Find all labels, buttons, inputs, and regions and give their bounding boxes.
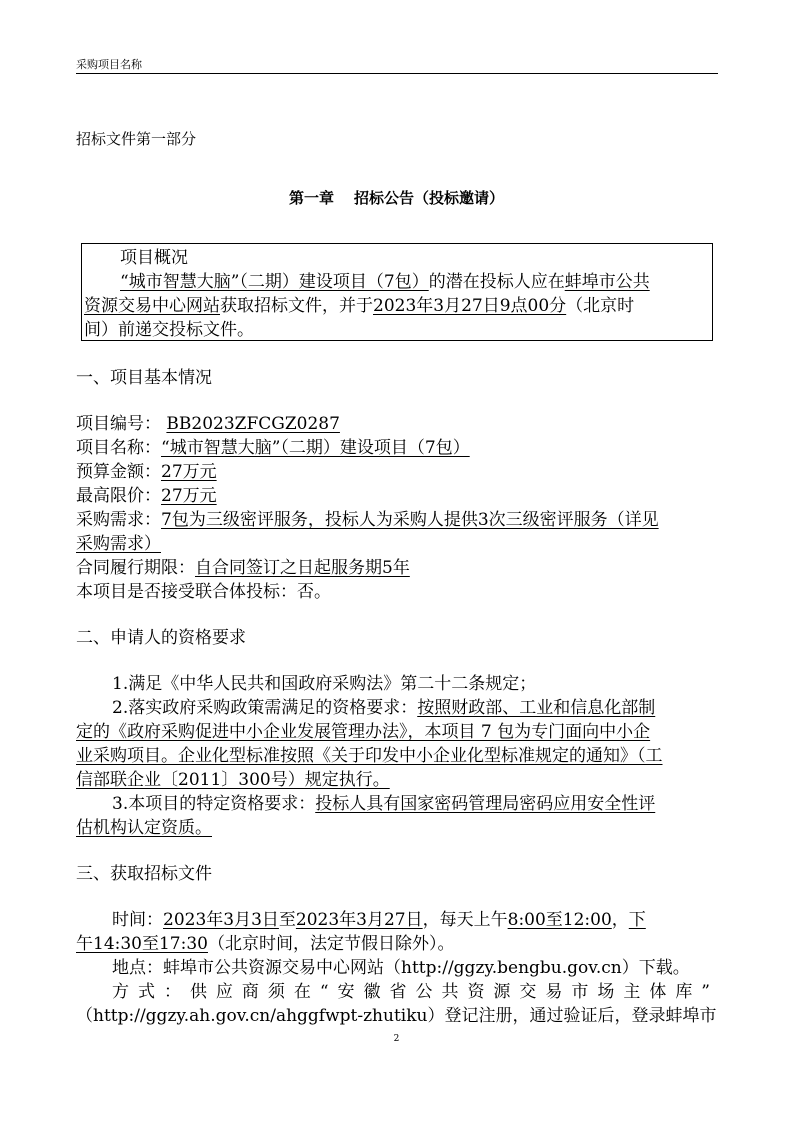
- end-date: 2023年3月27日: [295, 910, 423, 930]
- qualification-item-3-line-2: [76, 816, 212, 840]
- afternoon-hours: 下: [628, 910, 646, 930]
- project-name-row: [76, 436, 470, 460]
- demand-value: 7包为三级密评服务，投标人为采购人提供3次三级密评服务（详见: [161, 510, 659, 530]
- method-row: 方式：供应商须在“安徽省公共资源交易市场主体库”: [112, 982, 710, 1002]
- overview-text: 的潜在投标人应在: [428, 272, 565, 292]
- item-underlined: 估机构认定资质。: [76, 818, 212, 838]
- overview-line-2: [84, 294, 634, 318]
- label: 项目名称：: [76, 438, 161, 458]
- overview-text: 获取招标文件，并于: [220, 296, 373, 316]
- item-underlined: 定的《政府采购促进中小企业发展管理办法》，本项目 7 包为专门面向中小企: [76, 722, 651, 742]
- qualification-item-2-line-2: [76, 720, 650, 744]
- project-code-value: BB2023ZFCGZ0287: [166, 414, 340, 434]
- label: 项目编号：: [76, 414, 161, 434]
- item-underlined: 投标人具有国家密码管理局密码应用安全性评: [315, 794, 656, 814]
- place-row: 地点：蚌埠市公共资源交易中心网站（http://ggzy.bengbu.gov.cn）下载。: [112, 958, 690, 978]
- section3-heading: 三、获取招标文件: [76, 864, 212, 884]
- start-date: 2023年3月3日: [163, 910, 279, 930]
- qualification-item-2: [112, 696, 655, 720]
- chapter-heading: [0, 187, 793, 208]
- item-underlined: 信部联企业〔2011〕300号）规定执行。: [76, 770, 390, 790]
- item-text: 2.落实政府采购政策需满足的资格要求：: [112, 698, 418, 718]
- part-title: 招标文件第一部分: [76, 130, 197, 148]
- project-name-value: “城市智慧大脑”（二期）建设项目（7包）: [161, 438, 470, 458]
- project-name-link: “城市智慧大脑”（二期）建设项目（7包）: [120, 272, 429, 292]
- deadline-text: 2023年3月27日9点00分: [373, 296, 567, 316]
- text: 至: [278, 910, 296, 930]
- item-underlined: 按照财政部、工业和信息化部制: [417, 698, 656, 718]
- max-price-row: [76, 484, 217, 508]
- demand-row-cont: [76, 532, 161, 556]
- overview-text: （北京时: [566, 296, 635, 316]
- time-row: [112, 908, 646, 932]
- item-underlined: 业采购项目。企业化型标准按照《关于印发中小企业化型标准规定的通知》（工: [76, 746, 663, 766]
- qualification-item-1: 1.满足《中华人民共和国政府采购法》第二十二条规定；: [112, 674, 537, 694]
- label: 时间：: [112, 910, 163, 930]
- label: 最高限价：: [76, 486, 161, 506]
- consortium-row: 本项目是否接受联合体投标：否。: [76, 582, 331, 602]
- qualification-item-3: [112, 792, 655, 816]
- text: ，: [611, 910, 629, 930]
- label: 采购需求：: [76, 510, 161, 530]
- chapter-title: 招标公告（投标邀请）: [354, 189, 505, 207]
- overview-line-1: [120, 270, 650, 294]
- qualification-item-2-line-4: [76, 768, 390, 792]
- method-row-cont: （http://ggzy.ah.gov.cn/ahggfwpt-zhutiku）登记注册，通过验证后，登录蚌埠市: [76, 1006, 717, 1026]
- section1-heading: 一、项目基本情况: [76, 368, 212, 388]
- project-code-row: [76, 412, 340, 436]
- page-number: 2: [393, 1034, 400, 1044]
- label: 合同履行期限：: [76, 558, 195, 578]
- chapter-number: 第一章: [288, 189, 334, 207]
- budget-value: 27万元: [161, 462, 217, 482]
- header-rule: [76, 73, 718, 74]
- text: （北京时间，法定节假日除外）。: [207, 934, 455, 954]
- overview-line-3: 间）前递交投标文件。: [84, 320, 254, 340]
- time-row-cont: [76, 932, 454, 956]
- text: ，每天上午: [422, 910, 508, 930]
- demand-row: [76, 508, 659, 532]
- overview-heading: 项目概况: [120, 248, 188, 268]
- period-row: [76, 556, 410, 580]
- qualification-item-2-line-3: [76, 744, 663, 768]
- period-value: 自合同签订之日起服务期5年: [195, 558, 410, 578]
- section2-heading: 二、申请人的资格要求: [76, 628, 246, 648]
- bengbu-center-text: 蚌埠市公共: [564, 272, 650, 292]
- morning-hours: 8:00至12:00: [507, 910, 612, 930]
- label: 预算金额：: [76, 462, 161, 482]
- demand-value-cont: 采购需求）: [76, 534, 161, 554]
- afternoon-hours: 午14:30至17:30: [76, 934, 208, 954]
- page-header-title: 采购项目名称: [76, 58, 142, 71]
- item-text: 3.本项目的特定资格要求：: [112, 794, 316, 814]
- budget-row: [76, 460, 217, 484]
- max-price-value: 27万元: [161, 486, 217, 506]
- website-text: 资源交易中心网站: [84, 296, 220, 316]
